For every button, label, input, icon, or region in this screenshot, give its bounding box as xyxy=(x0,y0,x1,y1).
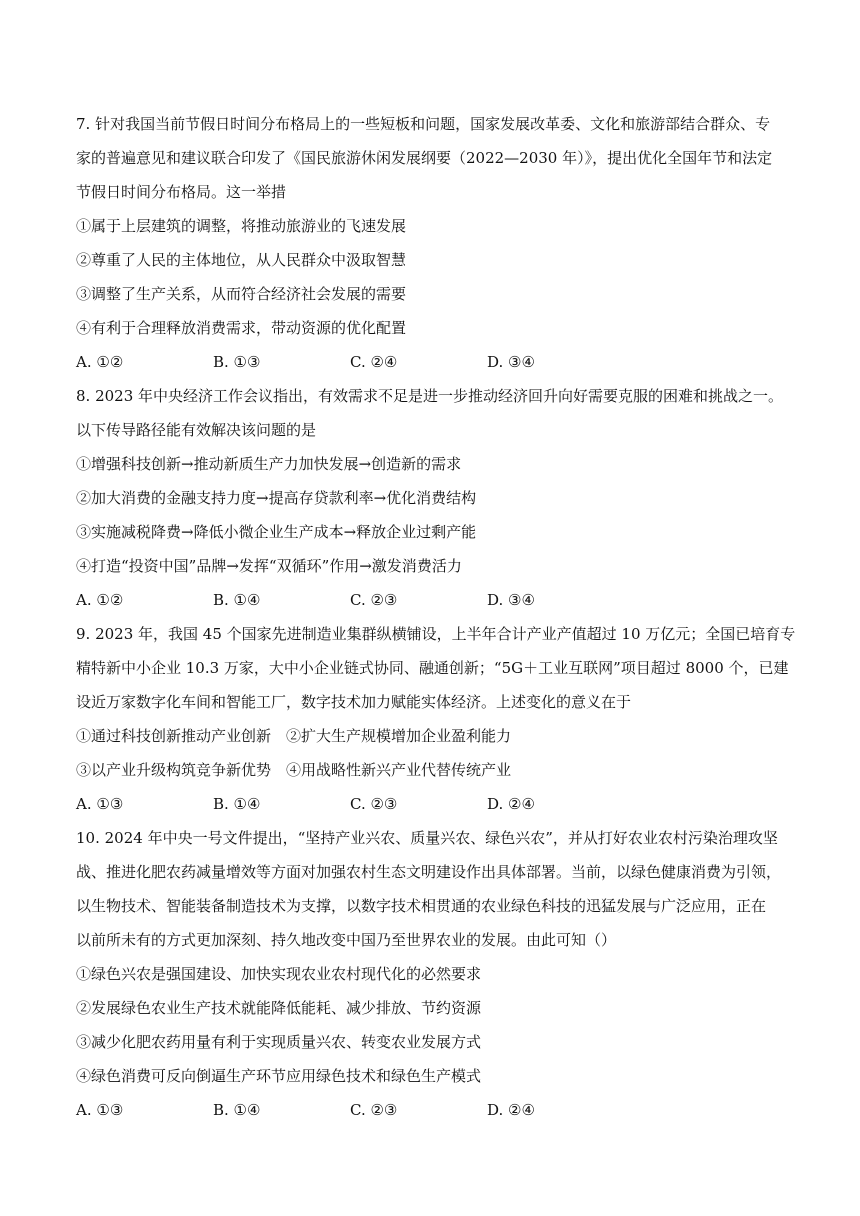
option-b: B. ①③ xyxy=(213,353,261,371)
question-9 xyxy=(76,617,796,821)
statement: ③减少化肥农药用量有利于实现质量兴农、转变农业发展方式 xyxy=(76,1033,482,1051)
question-stem-line: 以生物技术、智能装备制造技术为支撑，以数字技术相贯通的农业绿色科技的迅猛发展与广泛应用，正在 xyxy=(76,897,767,915)
question-stem-line: 8. 2023 年中央经济工作会议指出，有效需求不足是进一步推动经济回升向好需要克服的困难和挑战之一。 xyxy=(76,387,784,405)
question-7 xyxy=(76,107,786,379)
statement: ②发展绿色农业生产技术就能降低能耗、减少排放、节约资源 xyxy=(76,999,482,1017)
option-a: A. ①③ xyxy=(76,1101,124,1119)
statement: ①增强科技创新→推动新质生产力加快发展→创造新的需求 xyxy=(76,455,462,473)
answer-options xyxy=(76,1093,786,1127)
option-b: B. ①④ xyxy=(213,795,261,813)
option-d: D. ③④ xyxy=(487,353,535,371)
question-stem-line: 战、推进化肥农药减量增效等方面对加强农村生态文明建设作出具体部署。当前，以绿色健康消费为引领， xyxy=(76,863,782,881)
statement: ①属于上层建筑的调整，将推动旅游业的飞速发展 xyxy=(76,217,407,235)
option-c: C. ②③ xyxy=(350,795,398,813)
option-a: A. ①③ xyxy=(76,795,124,813)
question-stem-line: 10. 2024 年中央一号文件提出，“坚持产业兴农、质量兴农、绿色兴农”，并从打好农业农村污染治理攻坚 xyxy=(76,829,778,847)
answer-options xyxy=(76,583,786,617)
answer-options xyxy=(76,345,786,379)
question-stem-line: 精特新中小企业 10.3 万家，大中小企业链式协同、融通创新；“5G＋工业互联网”项目超过 8000 个，已建 xyxy=(76,659,789,677)
statement: ③实施减税降费→降低小微企业生产成本→释放企业过剩产能 xyxy=(76,523,477,541)
option-a: A. ①② xyxy=(76,353,124,371)
statement: ③以产业升级构筑竞争新优势 ④用战略性新兴产业代替传统产业 xyxy=(76,761,512,779)
question-8 xyxy=(76,379,786,617)
option-a: A. ①② xyxy=(76,591,124,609)
statement: ②尊重了人民的主体地位，从人民群众中汲取智慧 xyxy=(76,251,407,269)
question-10 xyxy=(76,821,786,1127)
option-c: C. ②④ xyxy=(350,353,398,371)
question-stem-line: 以下传导路径能有效解决该问题的是 xyxy=(76,421,317,439)
statement: ①绿色兴农是强国建设、加快实现农业农村现代化的必然要求 xyxy=(76,965,482,983)
question-stem-line: 以前所未有的方式更加深刻、持久地改变中国乃至世界农业的发展。由此可知（） xyxy=(76,931,617,949)
answer-options xyxy=(76,787,786,821)
question-stem-line: 节假日时间分布格局。这一举措 xyxy=(76,183,287,201)
statement: ④绿色消费可反向倒逼生产环节应用绿色技术和绿色生产模式 xyxy=(76,1067,482,1085)
option-c: C. ②③ xyxy=(350,1101,398,1119)
statement: ④打造“投资中国”品牌→发挥“双循环”作用→激发消费活力 xyxy=(76,557,462,575)
option-b: B. ①④ xyxy=(213,1101,261,1119)
option-d: D. ③④ xyxy=(487,591,535,609)
question-stem-line: 设近万家数字化车间和智能工厂，数字技术加力赋能实体经济。上述变化的意义在于 xyxy=(76,693,632,711)
statement: ②加大消费的金融支持力度→提高存贷款利率→优化消费结构 xyxy=(76,489,477,507)
exam-page xyxy=(76,107,796,1127)
question-stem-line: 7. 针对我国当前节假日时间分布格局上的一些短板和问题，国家发展改革委、文化和旅游部结合群众、专 xyxy=(76,115,771,133)
statement: ④有利于合理释放消费需求，带动资源的优化配置 xyxy=(76,319,407,337)
statement: ③调整了生产关系，从而符合经济社会发展的需要 xyxy=(76,285,407,303)
option-d: D. ②④ xyxy=(487,1101,535,1119)
option-d: D. ②④ xyxy=(487,795,535,813)
question-stem-line: 家的普遍意见和建议联合印发了《国民旅游休闲发展纲要（2022—2030 年）》，提出优化全国年节和法定 xyxy=(76,149,773,167)
question-stem-line: 9. 2023 年，我国 45 个国家先进制造业集群纵横铺设，上半年合计产业产值超过 10 万亿元；全国已培育专 xyxy=(76,625,796,643)
statement: ①通过科技创新推动产业创新 ②扩大生产规模增加企业盈利能力 xyxy=(76,727,512,745)
option-c: C. ②③ xyxy=(350,591,398,609)
option-b: B. ①④ xyxy=(213,591,261,609)
